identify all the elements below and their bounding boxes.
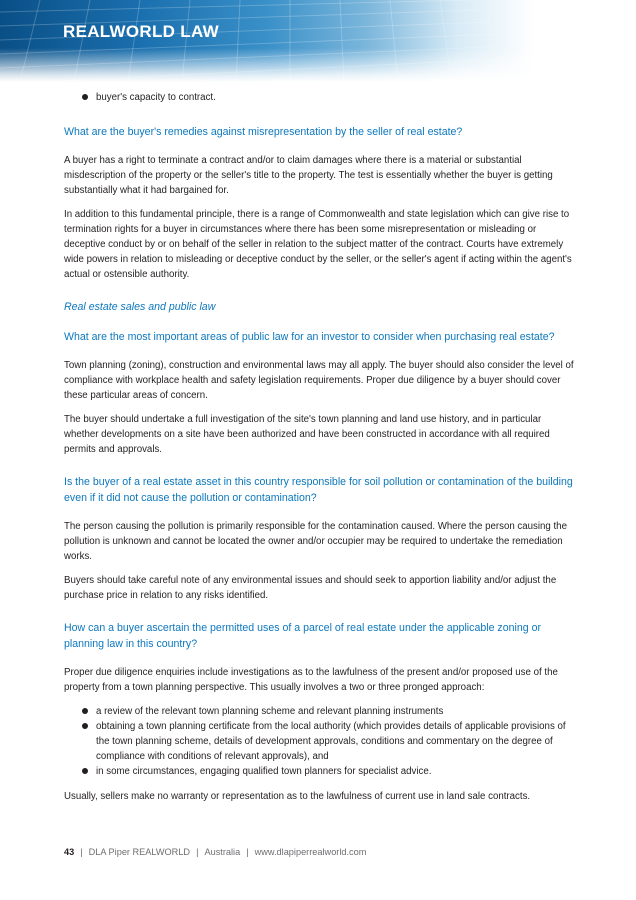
list-item: buyer's capacity to contract.	[64, 90, 574, 105]
approach-bullet-list	[64, 704, 574, 779]
paragraph: Usually, sellers make no warranty or representation as to the lawfulness of current use in land sale contracts.	[64, 791, 531, 802]
article-body	[64, 90, 574, 804]
bullet-icon	[82, 723, 88, 729]
publication-name: DLA Piper REALWORLD	[88, 847, 191, 857]
bullet-icon	[82, 94, 88, 100]
paragraph: The buyer should undertake a full investigation of the site's town planning and land use history, and in particular whether developments on a site have been authorized and have been constructed in accordance with all required permits and approvals.	[64, 414, 550, 455]
paragraph: Town planning (zoning), construction and environmental laws may all apply. The buyer should also consider the level of compliance with workplace health and safety legislation requirements. Proper due diligence by a buyer should cover these particular areas of concern.	[64, 360, 574, 401]
list-item: a review of the relevant town planning scheme and relevant planning instruments	[64, 704, 574, 719]
page-number: 43	[64, 847, 75, 857]
list-item: obtaining a town planning certificate from the local authority (which provides details of applicable provisions of the town planning scheme, details of development approvals, conditions and commentary on the degree of compliance with conditions of relevant approvals), and	[64, 719, 574, 764]
top-bullet-list	[64, 90, 574, 105]
paragraph: The person causing the pollution is primarily responsible for the contamination caused. Where the person causing the pollution is unknown and cannot be located the owner and/or occupier may be required to undertake the remediation works.	[64, 521, 567, 562]
question-permitted-uses: How can a buyer ascertain the permitted uses of a parcel of real estate under the applicable zoning or planning law in this country?	[64, 622, 541, 650]
paragraph: In addition to this fundamental principle, there is a range of Commonwealth and state legislation which can give rise to termination rights for a buyer in circumstances where there has been some misrepresentation or misleading or deceptive conduct by or on behalf of the seller in relation to the subject matter of the contract. Courts have extremely wide powers in relation to misleading or deceptive conduct by the seller, or the seller's agent if acting within the agent's actual or ostensible authority.	[64, 209, 572, 280]
website-link[interactable]: www.dlapiperrealworld.com	[254, 847, 367, 857]
paragraph: Buyers should take careful note of any environmental issues and should seek to apportion liability and/or adjust the purchase price in relation to any risks identified.	[64, 575, 557, 601]
country-name: Australia	[204, 847, 241, 857]
question-public-law-areas: What are the most important areas of public law for an investor to consider when purchasing real estate?	[64, 331, 555, 343]
question-remedies-misrepresentation: What are the buyer's remedies against misrepresentation by the seller of real estate?	[64, 126, 463, 138]
page-footer: 43 | DLA Piper REALWORLD | Australia | www.dlapiperrealworld.com	[64, 847, 367, 857]
header-banner	[0, 0, 636, 82]
paragraph: A buyer has a right to terminate a contract and/or to claim damages where there is a material or substantial misdescription of the property or the seller's title to the property. The test is essentially whether the buyer is getting substantially what it had bargained for.	[64, 155, 553, 196]
bullet-icon	[82, 768, 88, 774]
question-soil-pollution: Is the buyer of a real estate asset in this country responsible for soil pollution or contamination of the building even if it did not cause the pollution or contamination?	[64, 476, 573, 504]
section-heading: Real estate sales and public law	[64, 301, 216, 313]
list-item: in some circumstances, engaging qualified town planners for specialist advice.	[64, 764, 574, 779]
brand-title: REALWORLD LAW	[63, 22, 219, 41]
bullet-icon	[82, 708, 88, 714]
paragraph: Proper due diligence enquiries include investigations as to the lawfulness of the present and/or proposed use of the property from a town planning perspective. This usually involves a two or three pronged approach:	[64, 667, 558, 693]
